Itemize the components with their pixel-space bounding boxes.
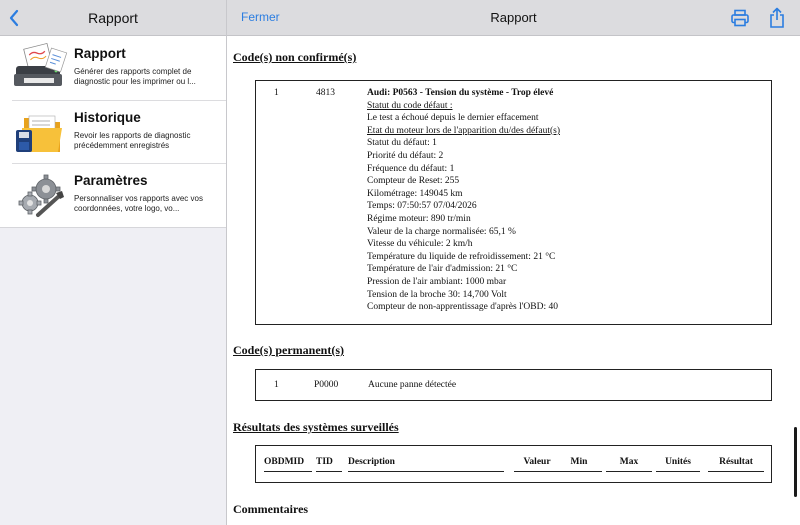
monitored-systems-table [255, 445, 772, 483]
detail-line: Valeur de la charge normalisée: 65,1 % [367, 226, 516, 237]
column-header: Unités [656, 457, 700, 472]
scrollbar[interactable] [794, 427, 797, 497]
sidebar-title: Rapport [88, 10, 138, 26]
column-header: TID [316, 457, 342, 472]
printer-icon [730, 8, 750, 28]
sidebar-item-description: Revoir les rapports de diagnostic précédemment enregistrés [74, 130, 191, 150]
dtc-status-heading: Statut du code défaut : [367, 100, 453, 111]
dtc-details [367, 87, 767, 314]
share-button[interactable] [768, 7, 786, 29]
unconfirmed-codes-heading: Code(s) non confirmé(s) [233, 50, 357, 64]
sidebar [0, 0, 227, 525]
sidebar-item-historique[interactable] [0, 100, 226, 164]
column-header: Résultat [708, 457, 764, 472]
unconfirmed-codes-table [255, 80, 772, 325]
dtc-number: 1 [274, 88, 279, 98]
monitored-systems-heading: Résultats des systèmes surveillés [233, 420, 399, 434]
sidebar-item-description: Générer des rapports complet de diagnostic pour les imprimer ou l... [74, 67, 196, 86]
detail-line: Priorité du défaut: 2 [367, 150, 444, 161]
close-button[interactable]: Fermer [241, 10, 280, 24]
sidebar-item-title: Rapport [74, 46, 126, 61]
detail-line: Température du liquide de refroidissement: 21 °C [367, 251, 556, 262]
gears-settings-icon [12, 171, 68, 219]
report-document [227, 37, 800, 516]
dtc-code: 4813 [316, 88, 335, 98]
detail-line: Temps: 07:50:57 07/04/2026 [367, 201, 477, 212]
dtc-status-text: Le test a échoué depuis le dernier effacement [367, 113, 539, 124]
detail-line: Vitesse du véhicule: 2 km/h [367, 239, 473, 250]
sidebar-item-parametres[interactable] [0, 163, 226, 227]
detail-line: Température de l'air d'admission: 21 °C [367, 264, 518, 275]
sidebar-item-description: Personnaliser vos rapports avec vos coordonnées, votre logo, vo... [74, 194, 203, 213]
column-header: Valeur [514, 457, 560, 472]
detail-line: Statut du défaut: 1 [367, 138, 437, 149]
column-header: Max [606, 457, 652, 472]
page-title: Rapport [490, 10, 537, 25]
permanent-codes-table [255, 369, 772, 401]
detail-line: Régime moteur: 890 tr/min [367, 213, 471, 224]
detail-line: Fréquence du défaut: 1 [367, 163, 455, 174]
column-header: OBDMID [264, 457, 312, 472]
detail-line: Tension de la broche 30: 14,700 Volt [367, 289, 507, 300]
sidebar-item-title: Historique [74, 109, 141, 125]
printer-report-icon [12, 44, 68, 92]
detail-line: Kilométrage: 149045 km [367, 188, 463, 199]
comments-heading: Commentaires [233, 502, 309, 516]
folder-history-icon [12, 108, 68, 156]
dtc-title: Audi: P0563 - Tension du système - Trop élevé [367, 88, 554, 98]
detail-line: Compteur de Reset: 255 [367, 176, 460, 187]
column-header: Min [556, 457, 602, 472]
sidebar-header [0, 0, 226, 36]
permanent-number: 1 [274, 380, 279, 390]
permanent-code: P0000 [314, 380, 339, 390]
main-header [227, 0, 800, 36]
detail-line: Compteur de non-apprentissage d'après l'OBD: 40 [367, 302, 559, 313]
detail-line: Pression de l'air ambiant: 1000 mbar [367, 276, 507, 287]
sidebar-item-rapport[interactable] [0, 36, 226, 100]
sidebar-item-title: Paramètres [74, 173, 148, 188]
share-icon [768, 7, 786, 29]
sidebar-menu [0, 36, 226, 228]
print-button[interactable] [730, 8, 750, 28]
column-header: Description [348, 457, 504, 472]
permanent-description: Aucune panne détectée [368, 380, 457, 390]
permanent-codes-heading: Code(s) permanent(s) [233, 343, 344, 357]
engine-state-heading: Etat du moteur lors de l'apparition du/des défaut(s) [367, 125, 560, 136]
